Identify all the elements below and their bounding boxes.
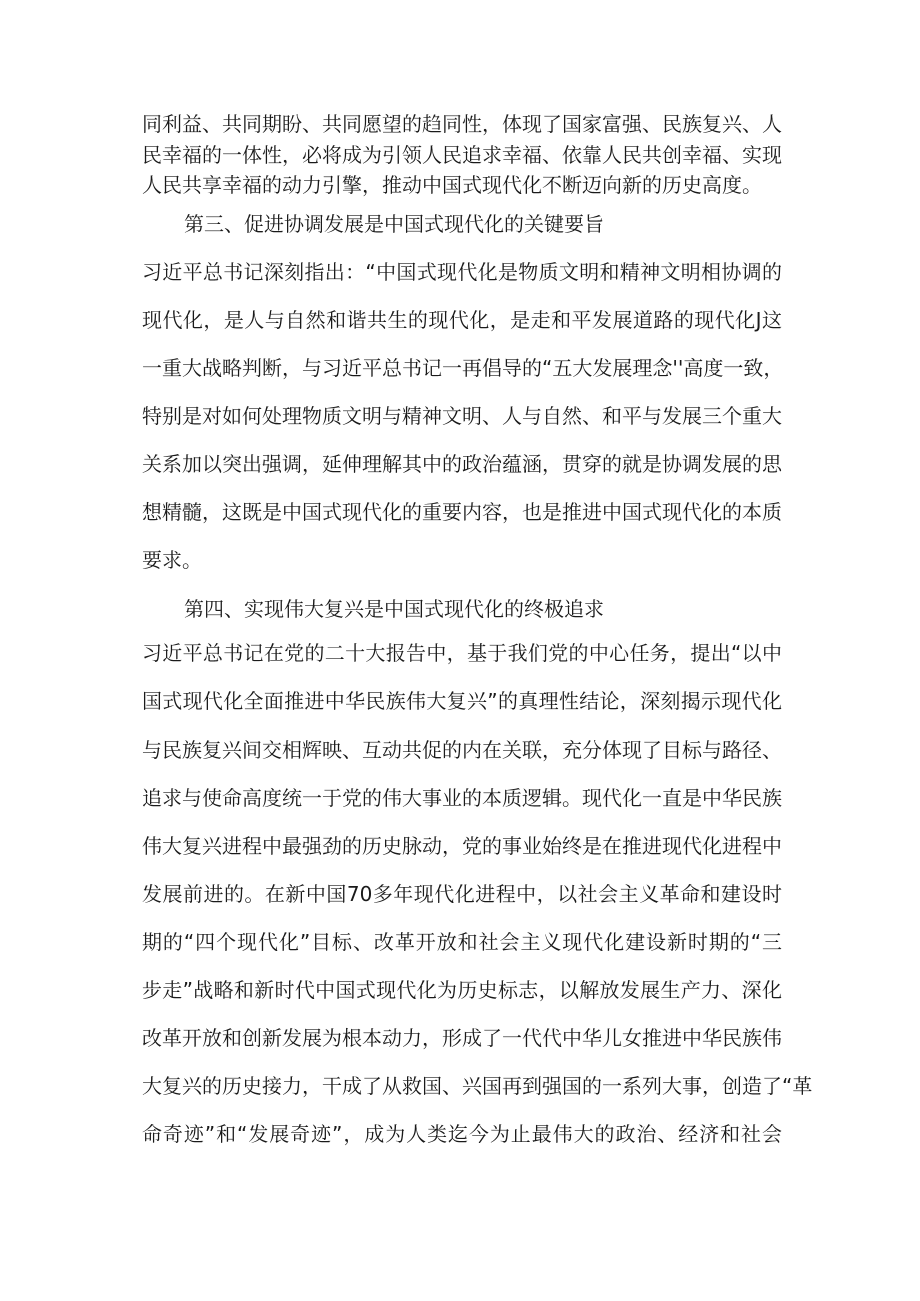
paragraph-line: 期的“四个现代化”目标、改革开放和社会主义现代化建设新时期的“三: [142, 930, 782, 954]
paragraph-line: 发展前进的。在新中国70多年现代化进程中，以社会主义革命和建设时: [142, 882, 782, 906]
paragraph-line: 特别是对如何处理物质文明与精神文明、人与自然、和平与发展三个重大: [142, 404, 782, 428]
paragraph-line: 习近平总书记在党的二十大报告中，基于我们党的中心任务，提出“以中: [142, 641, 782, 665]
paragraph-line: 想精髓，这既是中国式现代化的重要内容，也是推进中国式现代化的本质: [142, 500, 782, 524]
paragraph-line: 人民共享幸福的动力引擎，推动中国式现代化不断迈向新的历史高度。: [142, 173, 762, 197]
paragraph-line: 追求与使命高度统一于党的伟大事业的本质逻辑。现代化一直是中华民族: [142, 786, 782, 810]
paragraph-line: 习近平总书记深刻指出：“中国式现代化是物质文明和精神文明相协调的: [142, 260, 782, 284]
paragraph-line: 同利益、共同期盼、共同愿望的趋同性，体现了国家富强、民族复兴、人: [142, 112, 782, 136]
paragraph-line: 伟大复兴进程中最强劲的历史脉动，党的事业始终是在推进现代化进程中: [142, 834, 782, 858]
paragraph-line: 要求。: [142, 548, 202, 572]
paragraph-line: 一重大战略判断，与习近平总书记一再倡导的“五大发展理念''高度一致，: [142, 356, 784, 380]
paragraph-line: 与民族复兴间交相辉映、互动共促的内在关联，充分体现了目标与路径、: [142, 738, 782, 762]
section-heading: 第三、促进协调发展是中国式现代化的关键要旨: [184, 212, 604, 236]
paragraph-line: 现代化，是人与自然和谐共生的现代化，是走和平发展道路的现代化J这: [142, 308, 782, 332]
section-heading: 第四、实现伟大复兴是中国式现代化的终极追求: [184, 597, 604, 621]
paragraph-line: 民幸福的一体性，必将成为引领人民追求幸福、依靠人民共创幸福、实现: [142, 143, 782, 167]
paragraph-line: 改革开放和创新发展为根本动力，形成了一代代中华儿女推进中华民族伟: [142, 1026, 782, 1050]
paragraph-line: 命奇迹”和“发展奇迹”，成为人类迄今为止最伟大的政治、经济和社会: [142, 1122, 782, 1146]
paragraph-line: 步走”战略和新时代中国式现代化为历史标志，以解放发展生产力、深化: [142, 978, 782, 1002]
paragraph-line: 国式现代化全面推进中华民族伟大复兴”的真理性结论，深刻揭示现代化: [142, 689, 782, 713]
paragraph-line: 关系加以突出强调，延伸理解其中的政治蕴涵，贯穿的就是协调发展的思: [142, 452, 782, 476]
paragraph-line: 大复兴的历史接力，干成了从救国、兴国再到强国的一系列大事，创造了“革: [142, 1074, 813, 1098]
